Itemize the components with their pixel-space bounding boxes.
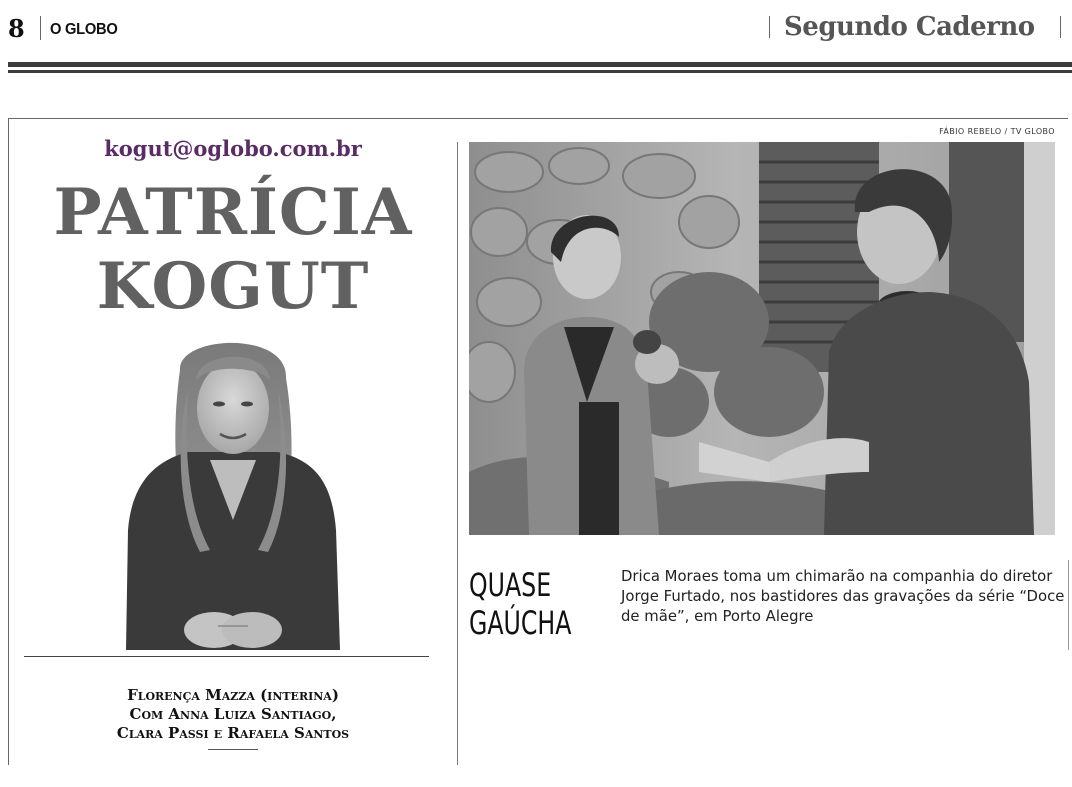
credits-end-rule (208, 749, 258, 750)
section-title: Segundo Caderno (784, 12, 1035, 42)
columnist-email-link[interactable]: kogut@oglobo.com.br (104, 136, 362, 161)
column-frame-right (1068, 560, 1069, 650)
header-rule-thick (8, 62, 1072, 67)
columnist-name (16, 176, 450, 324)
column-frame-left (8, 118, 9, 765)
column-credits (16, 686, 450, 743)
credits-line: Florença Mazza (interina) (127, 686, 339, 704)
columnist-name-line2: KOGUT (96, 249, 370, 324)
headline-line: GAÚCHA (469, 604, 572, 642)
portrait-baseline-rule (24, 656, 429, 657)
columnist-portrait (118, 330, 348, 656)
headline-line: QUASE (469, 566, 552, 604)
column-divider (457, 142, 458, 765)
columnist-name-line1: PATRÍCIA (53, 175, 413, 250)
photo-caption (621, 566, 1067, 626)
credits-line: Clara Passi e Rafaela Santos (116, 724, 350, 742)
header-divider (1060, 16, 1061, 38)
photo-credit: FÁBIO REBELO / TV GLOBO (939, 127, 1055, 136)
header-divider (40, 16, 41, 40)
page-number: 8 (8, 14, 25, 43)
feature-headline (469, 566, 573, 642)
caption-text: Drica Moraes toma um chimarão na companhia do diretor Jorge Furtado, nos bastidores das gravações da série “Doce de mãe”, em Porto Alegre (621, 567, 1065, 625)
column-frame-top (8, 118, 1068, 119)
header-rule-thin (8, 70, 1072, 73)
newspaper-masthead: O GLOBO (50, 21, 118, 38)
header-divider (769, 16, 770, 38)
credits-line: Com Anna Luiza Santiago, (129, 705, 337, 723)
feature-photo (469, 142, 1055, 535)
